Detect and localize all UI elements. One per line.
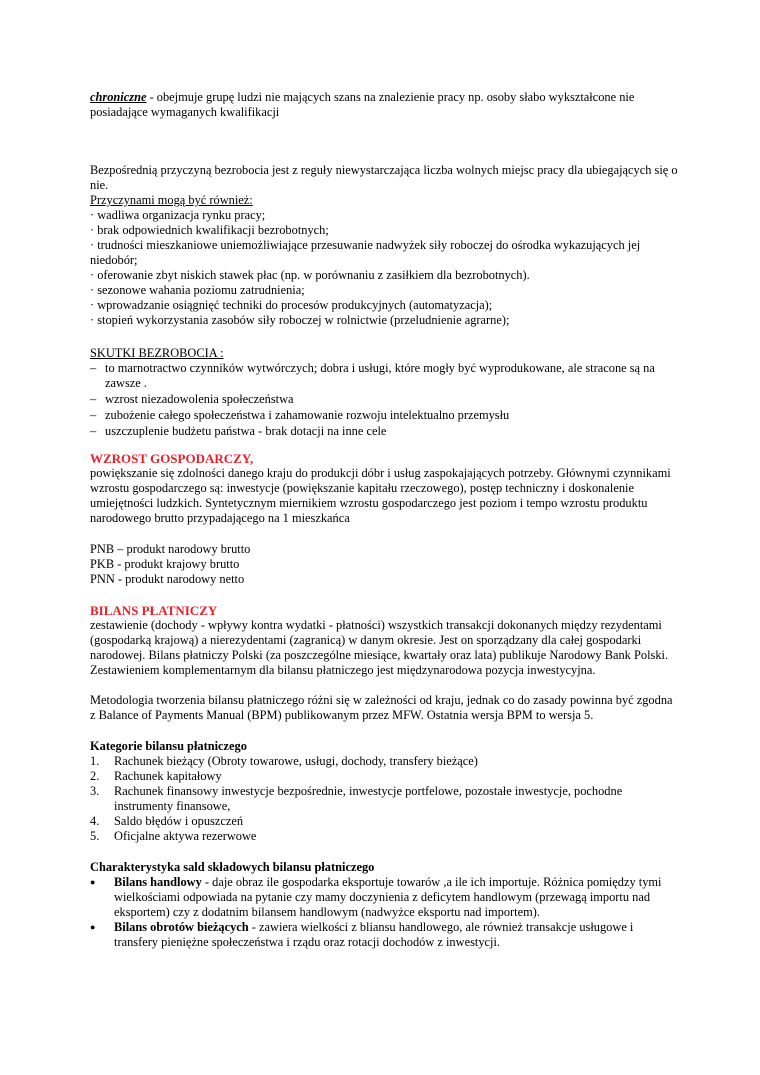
causes-item: · brak odpowiednich kwalifikacji bezrobotnych; <box>90 223 329 237</box>
growth-heading: WZROST GOSPODARCZY, <box>90 451 254 466</box>
abbreviation-item: PKB - produkt krajowy brutto <box>90 557 240 571</box>
causes-item: · wprowadzanie osiągnięć techniki do procesów produkcyjnych (automatyzacja); <box>90 298 493 312</box>
characteristics-text: - daje obraz ile gospodarka eksportuje towarów ,a ile ich importuje. Różnica pomiędzy tymi wielkościami odpowiada na pytanie czy mamy doczynienia z deficytem handlowym (przewagą importu nad eksportem) czy z dodatnim bilansem handlowym (nadwyżce eksportu nad importem). <box>114 875 662 919</box>
category-text: Rachunek bieżący (Obroty towarowe, usługi, dochody, transfery bieżące) <box>114 754 478 768</box>
category-number: 4. <box>90 814 100 828</box>
causes-paragraph: Bezpośrednią przyczyną bezrobocia jest z reguły niewystarczająca liczba wolnych miejsc pracy dla ubiegających się o nie. <box>90 163 678 192</box>
document-page <box>90 90 680 950</box>
intro-paragraph <box>90 90 680 120</box>
categories-list <box>90 754 680 844</box>
category-number: 1. <box>90 754 100 768</box>
category-number: 3. <box>90 784 100 798</box>
effects-heading: SKUTKI BEZROBOCIA : <box>90 346 224 360</box>
category-item <box>90 754 680 769</box>
category-item <box>90 814 680 829</box>
causes-item: · wadliwa organizacja rynku pracy; <box>90 208 266 222</box>
intro-text: - obejmuje grupę ludzi nie mających szans na znalezienie pracy np. osoby słabo wykształcone nie posiadające wymaganych kwalifikacji <box>90 90 635 119</box>
abbreviations-list <box>90 542 680 587</box>
causes-list <box>90 208 680 328</box>
characteristics-item <box>90 875 680 920</box>
effects-item: – zubożenie całego społeczeństwa i zahamowanie rozwoju intelektualno przemysłu <box>90 408 680 423</box>
effects-item: – uszczuplenie budżetu państwa - brak dotacji na inne cele <box>90 424 680 439</box>
category-number: 5. <box>90 829 100 843</box>
effects-list <box>90 361 680 439</box>
causes-item: · trudności mieszkaniowe uniemożliwiające przesuwanie nadwyżek siły roboczej do ośrodka wykazujących jej niedobór; <box>90 238 641 267</box>
characteristics-heading: Charakterystyka sald składowych bilansu płatniczego <box>90 860 375 874</box>
effects-item: – wzrost niezadowolenia społeczeństwa <box>90 392 680 407</box>
categories-heading: Kategorie bilansu płatniczego <box>90 739 247 753</box>
category-text: Saldo błędów i opuszczeń <box>114 814 244 828</box>
balance-paragraph: zestawienie (dochody - wpływy kontra wydatki - płatności) wszystkich transakcji dokonanych między rezydentami (gospodarką krajową) a nierezydentami (zagranicą) w danym okresie. Jest on sporządzany dla całej gospodarki narodowej. Bilans płatniczy Polski (za poszczególne miesiące, kwartały oraz lata) publikuje Narodowy Bank Polski. Zestawieniem komplementarnym dla bilansu płatniczego jest międzynarodowa pozycja inwestycyjna. <box>90 618 669 677</box>
causes-item: · sezonowe wahania poziomu zatrudnienia; <box>90 283 305 297</box>
category-text: Rachunek kapitałowy <box>114 769 222 783</box>
category-text: Oficjalne aktywa rezerwowe <box>114 829 257 843</box>
category-number: 2. <box>90 769 100 783</box>
growth-paragraph: powiększanie się zdolności danego kraju do produkcji dóbr i usług zaspokajających potrzeby. Głównymi czynnikami wzrostu gospodarczego są: inwestycje (powiększanie kapitału rzeczowego), postęp techniczny i doskonalenie umiejętności ludzkich. Syntetycznym miernikiem wzrostu gospodarczego jest poziom i tempo wzrostu produktu narodowego brutto przypadającego na 1 mieszkańca <box>90 466 671 525</box>
causes-item: · stopień wykorzystania zasobów siły roboczej w rolnictwie (przeludnienie agrarne); <box>90 313 510 327</box>
effects-item: – to marnotractwo czynników wytwórczych; dobra i usługi, które mogły być wyprodukowane, ale stracone są na zawsze . <box>90 361 680 391</box>
causes-item: · oferowanie zbyt niskich stawek płac (np. w porównaniu z zasiłkiem dla bezrobotnych). <box>90 268 530 282</box>
balance-heading: BILANS PŁATNICZY <box>90 603 218 618</box>
category-text: Rachunek finansowy inwestycje bezpośrednie, inwestycje portfelowe, pozostałe inwestycje, pochodne instrumenty finansowe, <box>114 784 623 813</box>
methodology-paragraph: Metodologia tworzenia bilansu płatniczego różni się w zależności od kraju, jednak co do zasady powinna być zgodna z Balance of Payments Manual (BPM) publikowanym przez MFW. Ostatnia wersja BPM to wersja 5. <box>90 693 673 722</box>
category-item <box>90 829 680 844</box>
category-item <box>90 769 680 784</box>
abbreviation-item: PNB – produkt narodowy brutto <box>90 542 251 556</box>
intro-term: chroniczne <box>90 90 147 104</box>
characteristics-term: Bilans obrotów bieżących <box>114 920 249 934</box>
characteristics-term: Bilans handlowy <box>114 875 202 889</box>
characteristics-text: - zawiera wielkości z bliansu handlowego, ale również transakcje usługowe i transfery pieniężne społeczeństwa i rządu oraz rotacji dochodów z inwestycji. <box>114 920 634 949</box>
characteristics-item <box>90 920 680 950</box>
category-item <box>90 784 680 814</box>
abbreviation-item: PNN - produkt narodowy netto <box>90 572 245 586</box>
characteristics-list <box>90 875 680 950</box>
causes-subheading: Przyczynami mogą być również: <box>90 193 253 207</box>
